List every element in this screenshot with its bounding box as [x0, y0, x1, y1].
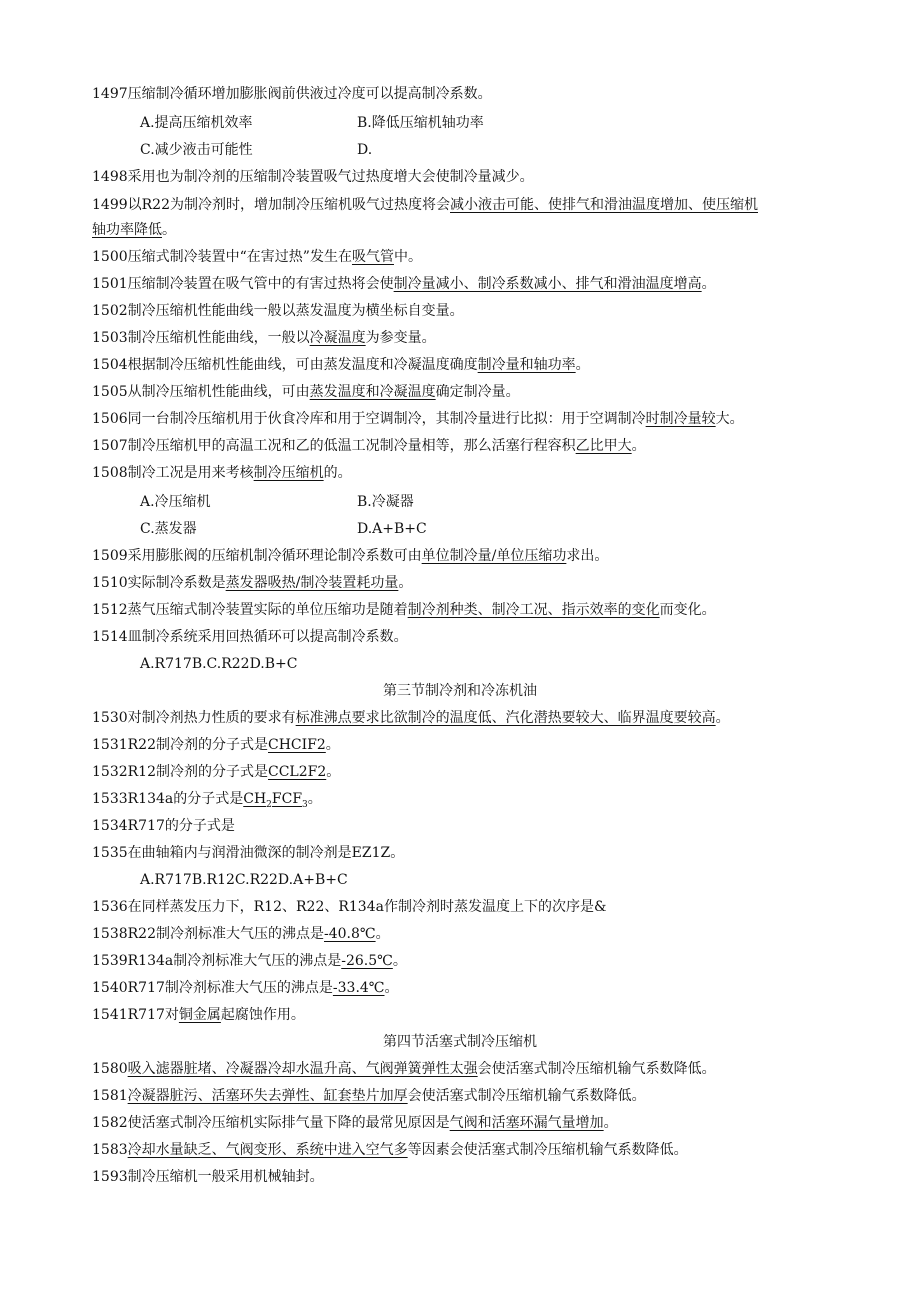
- question-1514: 1514皿制冷系统采用回热循环可以提高制冷系数。: [92, 629, 408, 645]
- answer: 制冷剂种类、制冷工况、指示效率的变化: [407, 602, 660, 618]
- section-heading: 第四节活塞式制冷压缩机: [383, 1034, 537, 1050]
- answer: 冷却水量缺乏、气阀变形、系统中进入空气多: [127, 1142, 408, 1158]
- question-1501: 1501压缩制冷装置在吸气管中的有害过热将会使制冷量减小、制冷系数减小、排气和滑油温度增高。: [92, 276, 716, 292]
- question-1538: 1538R22制冷剂标准大气压的沸点是-40.8℃。: [92, 926, 390, 942]
- question-1508: 1508制冷工况是用来考核制冷压缩机的。: [92, 465, 352, 481]
- question-1536: 1536在同样蒸发压力下，R12、R22、R134a作制冷剂时蒸发温度上下的次序是&: [92, 899, 607, 915]
- question-1499: 1499以R22为制冷剂时，增加制冷压缩机吸气过热度将会减小液击可能、使排气和滑油温度增加、使压缩机: [92, 197, 758, 213]
- answer: 吸气管: [351, 249, 394, 265]
- question-1507: 1507制冷压缩机甲的高温工况和乙的低温工况制冷量相等，那么活塞行程容积乙比甲大。: [92, 438, 646, 454]
- question-1531: 1531R22制冷剂的分子式是CHCIF2。: [92, 737, 340, 753]
- question-1532: 1532R12制冷剂的分子式是CCL2F2。: [92, 764, 341, 780]
- answer: 铜金属: [178, 1007, 221, 1023]
- answer: 制冷量减小、制冷系数减小、排气和滑油温度增高: [393, 276, 702, 292]
- question-1506: 1506同一台制冷压缩机用于伙食冷库和用于空调制冷，其制冷量进行比拟：用于空调制冷时制冷量较大。: [92, 411, 744, 427]
- answer: 单位制冷量/单位压缩功: [421, 548, 567, 564]
- question-1502: 1502制冷压缩机性能曲线一般以蒸发温度为横坐标自变量。: [92, 303, 464, 319]
- question-1498: 1498采用也为制冷剂的压缩制冷装置吸气过热度增大会使制冷量减少。: [92, 169, 534, 185]
- option-a: A.提高压缩机效率: [140, 115, 253, 131]
- options-1514: A.R717B.C.R22D.B+C: [140, 656, 298, 672]
- question-1582: 1582使活塞式制冷压缩机实际排气量下降的最常见原因是气阀和活塞环漏气量增加。: [92, 1115, 618, 1131]
- answer: -26.5℃: [341, 953, 393, 969]
- question-1580: 1580吸入滤器脏堵、冷凝器冷却水温升高、气阀弹簧弹性太强会使活塞式制冷压缩机输气系数降低。: [92, 1061, 716, 1077]
- question-1581: 1581冷凝器脏污、活塞环失去弹性、缸套垫片加厚会使活塞式制冷压缩机输气系数降低。: [92, 1088, 646, 1104]
- answer: 乙比甲大: [575, 438, 632, 454]
- answer: 吸入滤器脏堵、冷凝器冷却水温升高、气阀弹簧弹性太强: [127, 1061, 478, 1077]
- question-1535: 1535在曲轴箱内与润滑油微深的制冷剂是EZ1Z。: [92, 845, 405, 861]
- answer: 减小液击可能、使排气和滑油温度增加、使压缩机: [450, 197, 758, 213]
- answer: 时制冷量较: [645, 411, 716, 427]
- answer: 蒸发温度和冷凝温度: [309, 384, 436, 400]
- answer: $CH_2FCF_3$: [243, 791, 308, 810]
- question-1505: 1505从制冷压缩机性能曲线，可由蒸发温度和冷凝温度确定制冷量。: [92, 384, 520, 400]
- question-1509: 1509采用膨胀阀的压缩机制冷循环理论制冷系数可由单位制冷量/单位压缩功求出。: [92, 548, 609, 564]
- answer: 制冷压缩机: [253, 465, 324, 481]
- answer: 蒸发器吸热/制冷装置耗功量: [225, 575, 399, 591]
- question-1500: 1500压缩式制冷装置中“在害过热”发生在吸气管中。: [92, 249, 422, 265]
- answer: 气阀和活塞环漏气量增加: [449, 1115, 604, 1131]
- options-1535: A.R717B.R12C.R22D.A+B+C: [140, 872, 348, 888]
- question-1530: 1530对制冷剂热力性质的要求有标准沸点要求比欲制冷的温度低、汽化潜热要较大、临界温度要较高。: [92, 710, 730, 726]
- answer: CCL2F2: [268, 764, 327, 780]
- option-b: B.冷凝器: [357, 494, 414, 510]
- question-1499-cont: 轴功率降低。: [92, 222, 176, 238]
- question-1593: 1593制冷压缩机一般采用机械轴封。: [92, 1169, 324, 1185]
- question-1533: 1533R134a的分子式是$CH_2FCF_3$。: [92, 791, 322, 810]
- question-1541: 1541R717对铜金属起腐蚀作用。: [92, 1007, 305, 1023]
- option-c: C.减少液击可能性: [140, 142, 253, 158]
- option-c: C.蒸发器: [140, 521, 197, 537]
- question-1504: 1504根据制冷压缩机性能曲线，可由蒸发温度和冷凝温度确度制冷量和轴功率。: [92, 357, 590, 373]
- answer: 制冷量和轴功率: [477, 357, 576, 373]
- question-1497: 1497压缩制冷循环增加膨胀阀前供液过冷度可以提高制冷系数。: [92, 86, 492, 102]
- answer: 冷凝温度: [309, 330, 366, 346]
- answer: 标准沸点要求比欲制冷的温度低、汽化潜热要较大、临界温度要较高: [295, 710, 716, 726]
- question-1503: 1503制冷压缩机性能曲线，一般以冷凝温度为参变量。: [92, 330, 436, 346]
- question-1512: 1512蒸气压缩式制冷装置实际的单位压缩功是随着制冷剂种类、制冷工况、指示效率的变化而变化。: [92, 602, 716, 618]
- option-b: B.降低压缩机轴功率: [357, 115, 484, 131]
- section-heading: 第三节制冷剂和冷冻机油: [383, 683, 537, 699]
- option-d: D.: [357, 142, 373, 158]
- question-1540: 1540R717制冷剂标准大气压的沸点是-33.4℃。: [92, 980, 399, 996]
- answer: -33.4℃: [332, 980, 385, 996]
- answer: CHCIF2: [268, 737, 326, 753]
- answer: 冷凝器脏污、活塞环失去弹性、缸套垫片加厚: [127, 1088, 408, 1104]
- answer: -40.8℃: [324, 926, 376, 942]
- question-1534: 1534R717的分子式是: [92, 818, 235, 834]
- option-a: A.冷压缩机: [140, 494, 211, 510]
- answer: 轴功率降低: [92, 222, 162, 238]
- question-1539: 1539R134a制冷剂标准大气压的沸点是-26.5℃。: [92, 953, 407, 969]
- question-1510: 1510实际制冷系数是蒸发器吸热/制冷装置耗功量。: [92, 575, 413, 591]
- option-d: D.A+B+C: [357, 521, 427, 537]
- question-1583: 1583冷却水量缺乏、气阀变形、系统中进入空气多等因素会使活塞式制冷压缩机输气系数降低。: [92, 1142, 688, 1158]
